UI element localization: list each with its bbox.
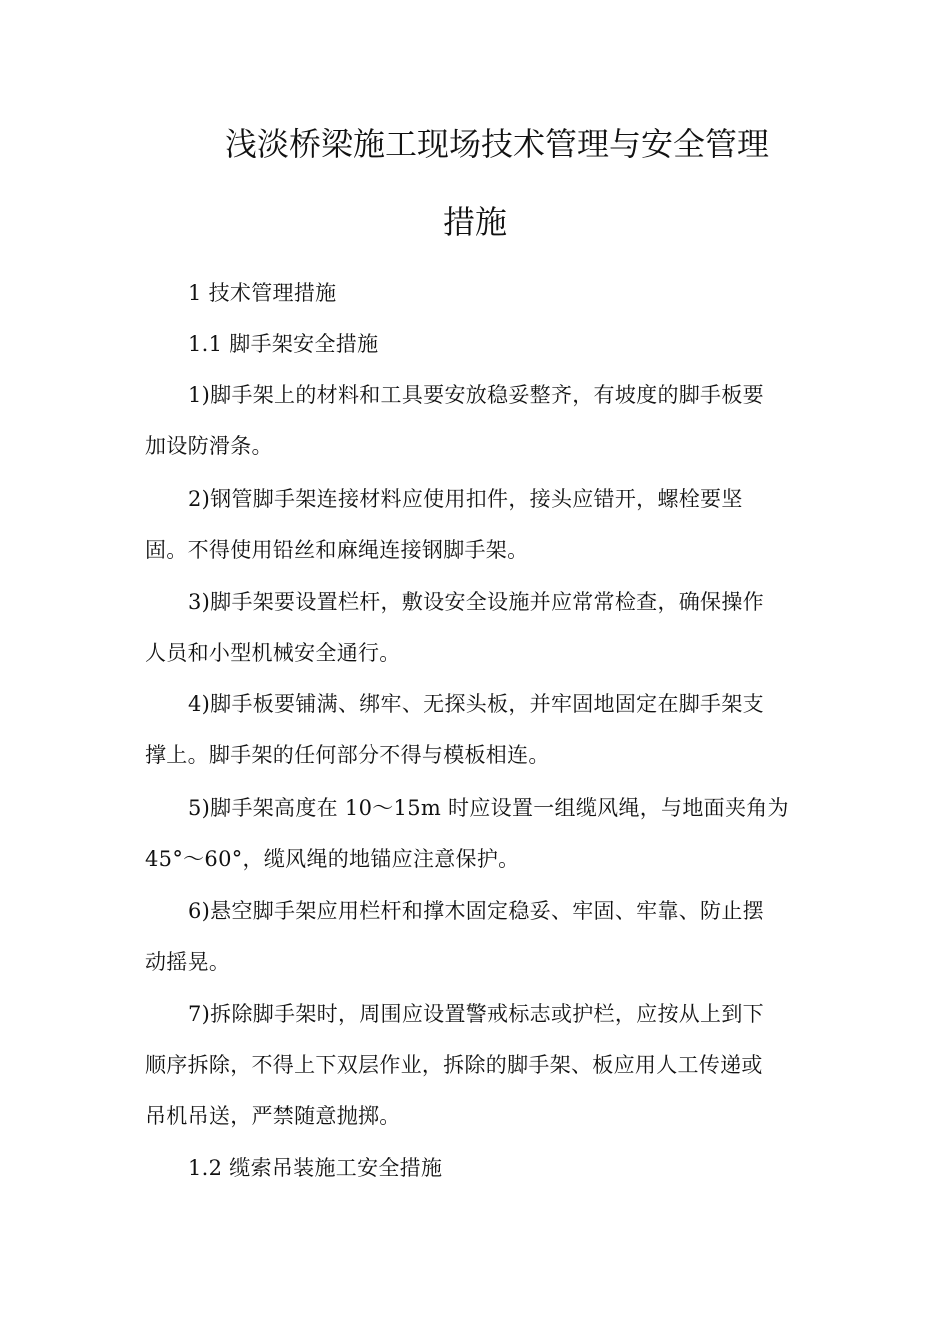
paragraph-line: 6)悬空脚手架应用栏杆和撑木固定稳妥、牢固、牢靠、防止摆 — [188, 899, 764, 923]
paragraph-line: 加设防滑条。 — [145, 434, 273, 458]
document-title-line-2: 措施 — [442, 203, 507, 241]
paragraph-line: 固。不得使用铅丝和麻绳连接钢脚手架。 — [145, 538, 529, 562]
paragraph-line: 动摇晃。 — [145, 950, 231, 974]
paragraph-line: 5)脚手架高度在 10～15m 时应设置一组缆风绳，与地面夹角为 — [188, 796, 789, 820]
section-heading: 1 技术管理措施 — [188, 281, 337, 305]
paragraph-line: 人员和小型机械安全通行。 — [145, 641, 401, 665]
paragraph-line: 4)脚手板要铺满、绑牢、无探头板，并牢固地固定在脚手架支 — [188, 692, 764, 716]
document-title-line-1: 浅淡桥梁施工现场技术管理与安全管理 — [225, 125, 770, 163]
paragraph-line: 45°～60°，缆风绳的地锚应注意保护。 — [145, 847, 520, 871]
paragraph-line: 顺序拆除，不得上下双层作业，拆除的脚手架、板应用人工传递或 — [145, 1053, 763, 1077]
paragraph-line: 7)拆除脚手架时，周围应设置警戒标志或护栏，应按从上到下 — [188, 1002, 764, 1026]
paragraph-line: 吊机吊送，严禁随意抛掷。 — [145, 1104, 401, 1128]
subsection-heading: 1.2 缆索吊装施工安全措施 — [188, 1156, 443, 1180]
paragraph-line: 1)脚手架上的材料和工具要安放稳妥整齐，有坡度的脚手板要 — [188, 383, 764, 407]
paragraph-line: 撑上。脚手架的任何部分不得与模板相连。 — [145, 743, 550, 767]
paragraph-line: 2)钢管脚手架连接材料应使用扣件，接头应错开，螺栓要坚 — [188, 487, 743, 511]
paragraph-line: 3)脚手架要设置栏杆，敷设安全设施并应常常检查，确保操作 — [188, 590, 764, 614]
subsection-heading: 1.1 脚手架安全措施 — [188, 332, 379, 356]
